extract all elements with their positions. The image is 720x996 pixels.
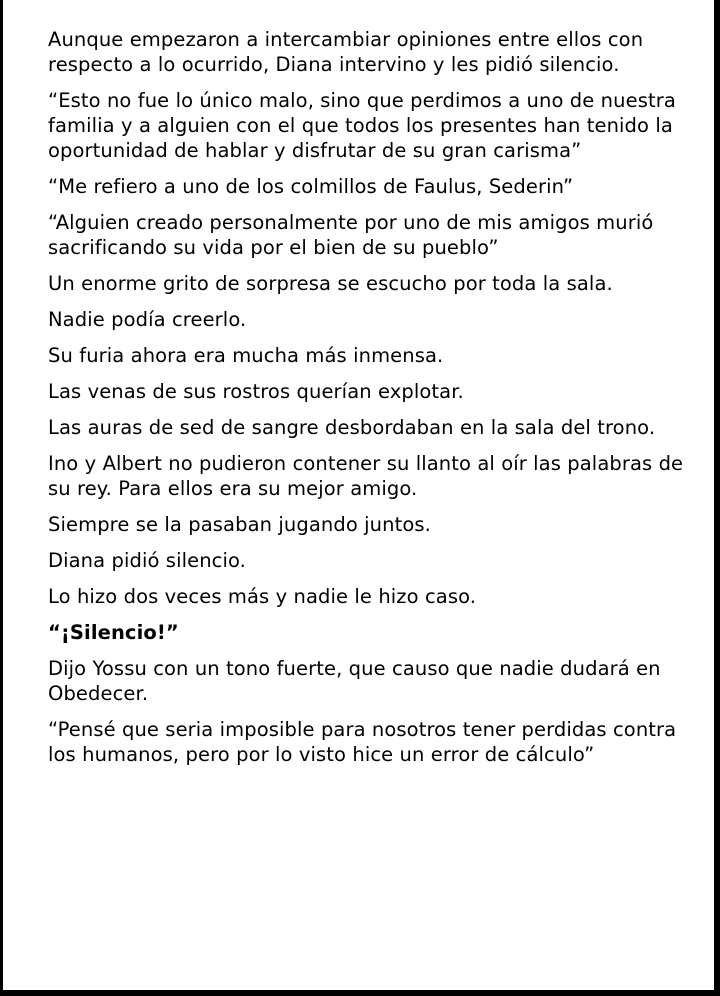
paragraph: Aunque empezaron a intercambiar opiniones entre ellos con respecto a lo ocurrido, Diana intervino y les pidió silencio. [48,28,644,76]
paragraph: “Esto no fue lo único malo, sino que perdimos a uno de nuestra familia y a alguien con el que todos los presentes han tenido la oportunidad de hablar y disfrutar de su gran carisma” [48,89,676,162]
paragraph: Las venas de sus rostros querían explotar. [48,380,464,403]
paragraph: Dijo Yossu con un tono fuerte, que causo que nadie dudará en Obedecer. [48,657,661,705]
paragraph: Un enorme grito de sorpresa se escucho por toda la sala. [48,272,613,295]
paragraph: Su furia ahora era mucha más inmensa. [48,344,444,367]
paragraph: Nadie podía creerlo. [48,308,247,331]
paragraph: “Pensé que seria imposible para nosotros tener perdidas contra los humanos, pero por lo visto hice un error de cálculo” [48,718,677,766]
paragraph: Ino y Albert no pudieron contener su llanto al oír las palabras de su rey. Para ellos era su mejor amigo. [48,452,684,500]
document-page [3,0,714,990]
paragraph: “Me refiero a uno de los colmillos de Faulus, Sederin” [48,175,574,198]
emphasized-quote: “¡Silencio!” [48,621,179,644]
paragraph: Diana pidió silencio. [48,549,246,572]
paragraph: Las auras de sed de sangre desbordaban en la sala del trono. [48,416,656,439]
paragraph: Siempre se la pasaban jugando juntos. [48,513,431,536]
paragraph: Lo hizo dos veces más y nadie le hizo caso. [48,585,477,608]
paragraph: “Alguien creado personalmente por uno de mis amigos murió sacrificando su vida por el bien de su pueblo” [48,211,654,259]
document-body [48,27,688,778]
